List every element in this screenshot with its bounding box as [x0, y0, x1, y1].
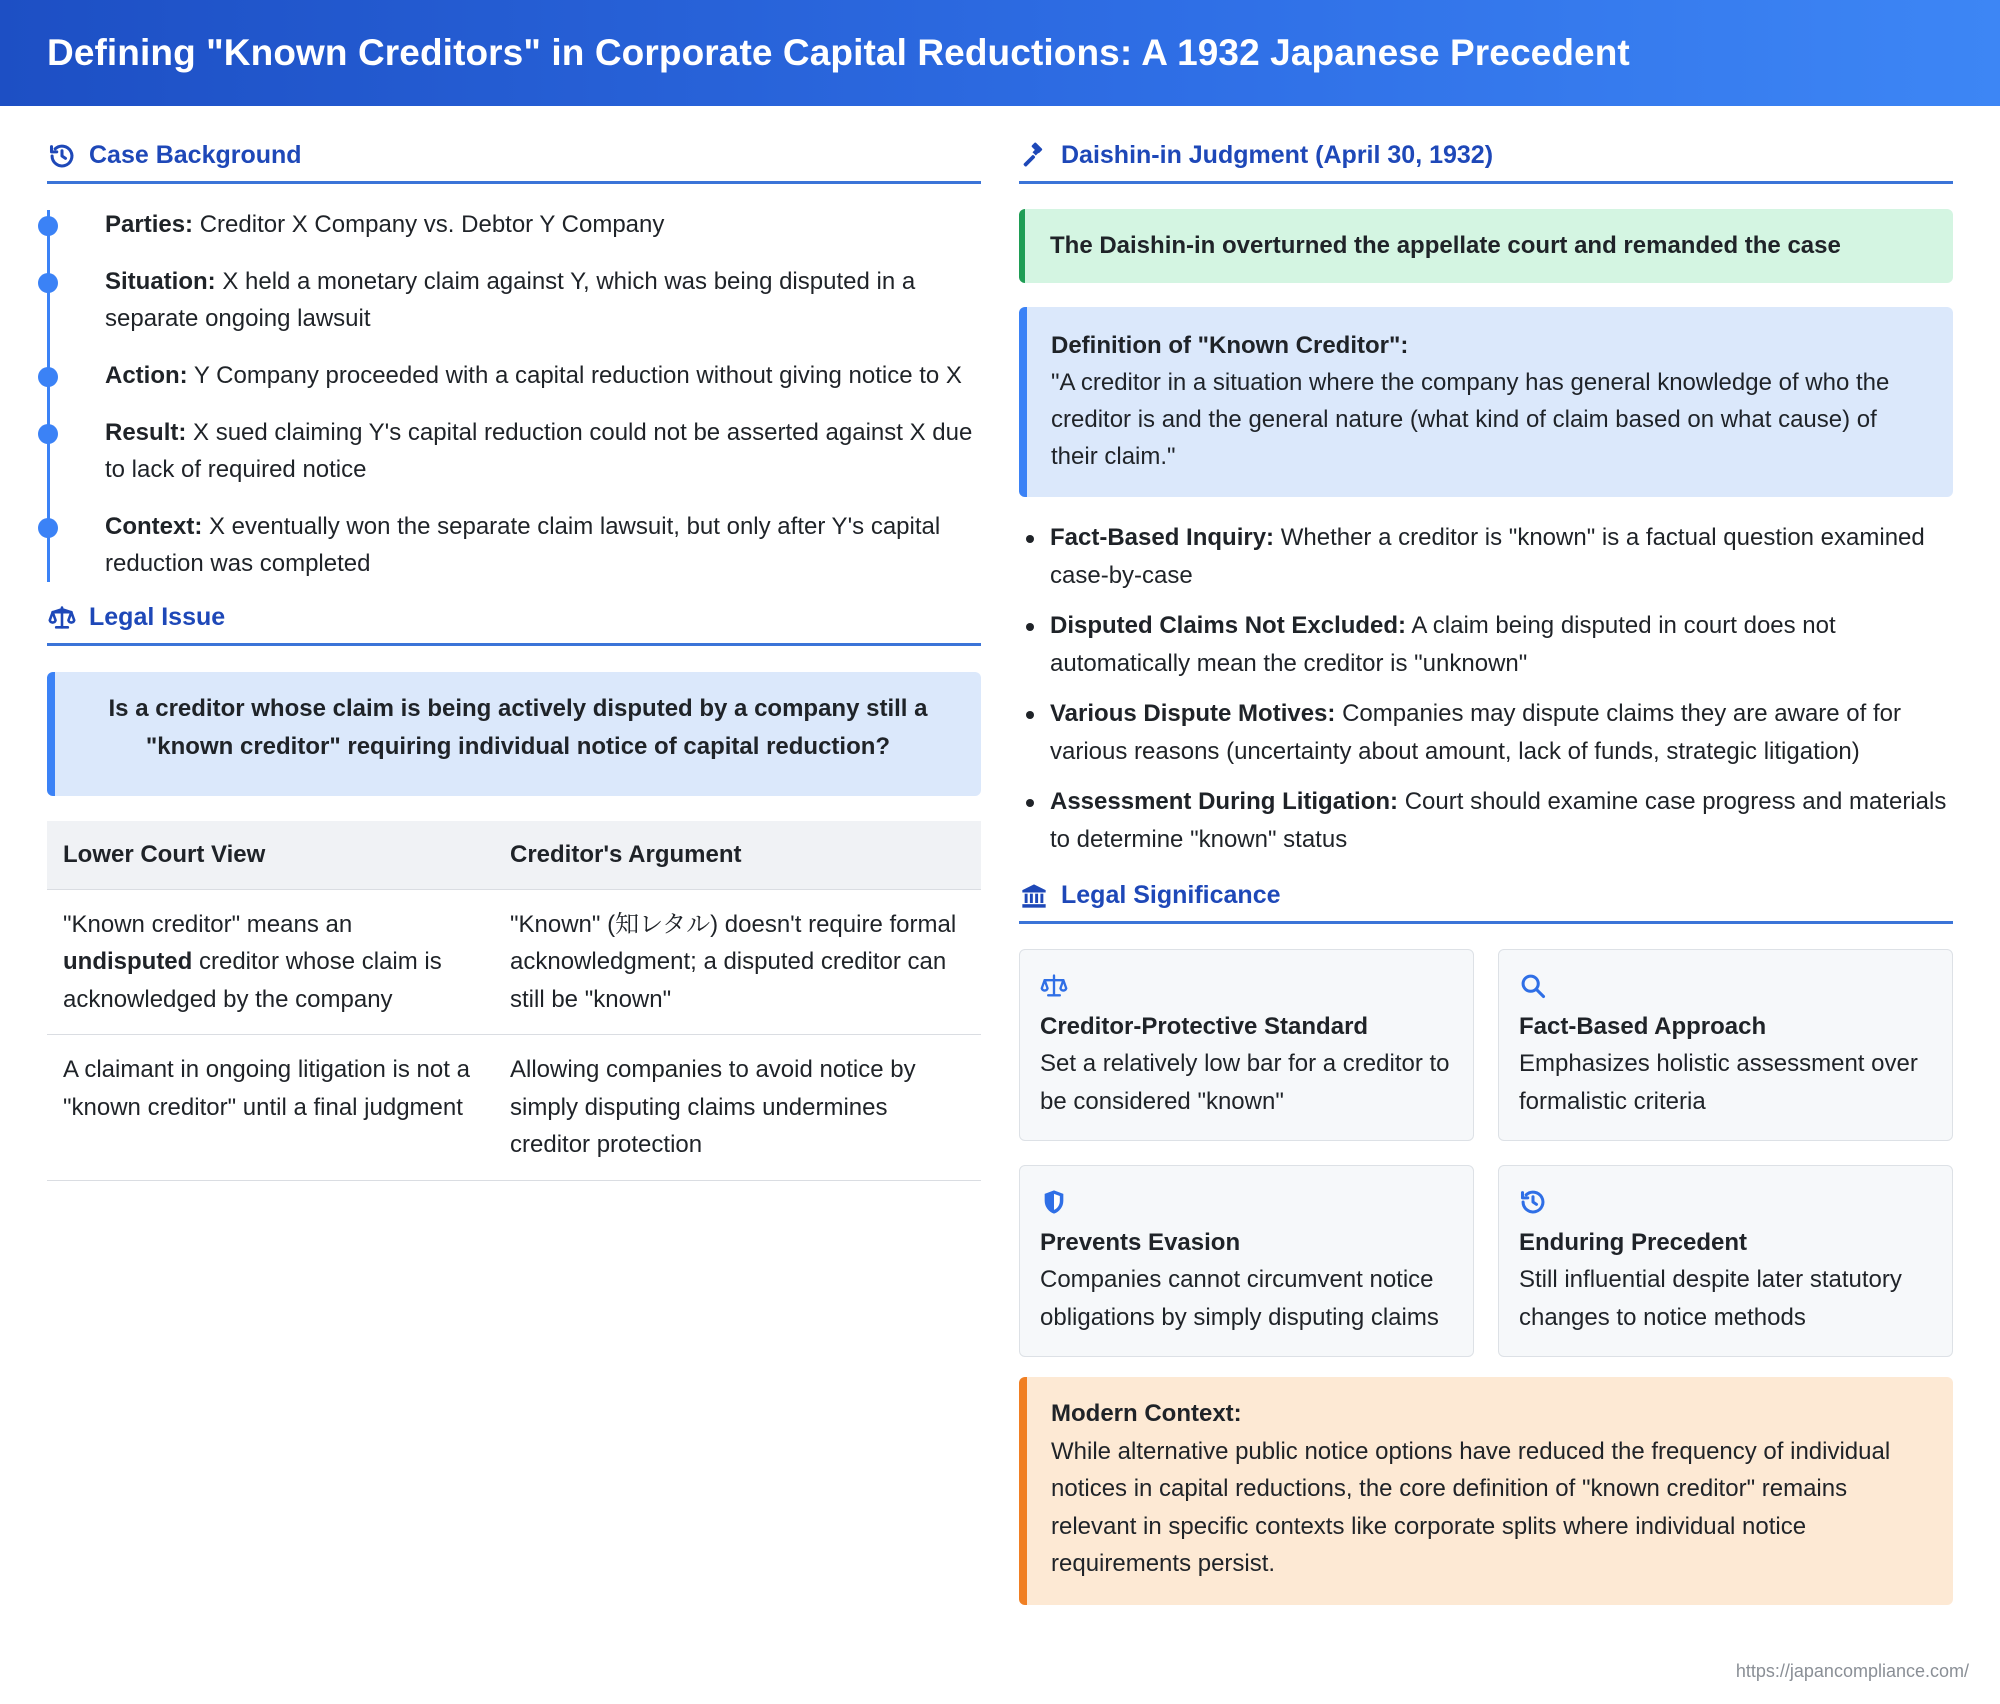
timeline-item-context: Context: X eventually won the separate claim lawsuit, but only after Y's capital reduction was completed [105, 508, 981, 582]
card-title: Fact-Based Approach [1519, 1013, 1767, 1040]
timeline-dot [38, 216, 58, 236]
timeline-dot [38, 518, 58, 538]
legal-issue-heading [47, 592, 981, 646]
gavel-icon [1019, 141, 1049, 171]
list-item: Various Dispute Motives: Companies may dispute claims they are aware of for various reasons (uncertainty about amount, lack of funds, strategic litigation) [1019, 695, 1953, 770]
background-timeline [47, 206, 981, 582]
case-background-title: Case Background [89, 141, 302, 169]
timeline-item-result: Result: X sued claiming Y's capital reduction could not be asserted against X due to lack of required notice [105, 414, 981, 488]
legal-significance-title: Legal Significance [1061, 881, 1281, 909]
timeline-dot [38, 424, 58, 444]
judgment-title: Daishin-in Judgment (April 30, 1932) [1061, 141, 1494, 169]
shield-icon [1040, 1186, 1072, 1218]
card-text: Set a relatively low bar for a creditor to be considered "known" [1040, 1050, 1450, 1115]
timeline-item-parties: Parties: Creditor X Company vs. Debtor Y Company [105, 206, 981, 243]
table-cell: "Known" (知レタル) doesn't require formal acknowledgment; a disputed creditor can still be "known" [494, 889, 981, 1035]
case-background-heading [47, 130, 981, 184]
column-header-lower-court: Lower Court View [47, 821, 494, 889]
card-title: Creditor-Protective Standard [1040, 1013, 1369, 1040]
modern-context-title: Modern Context: [1051, 1400, 1242, 1427]
scale-icon [47, 603, 77, 633]
page-header [0, 0, 2000, 106]
table-header-row [47, 821, 981, 889]
significance-card [1019, 1165, 1474, 1357]
search-icon [1519, 970, 1551, 1002]
judgment-heading [1019, 130, 1953, 184]
card-text: Still influential despite later statutory changes to notice methods [1519, 1266, 1902, 1331]
timeline-dot [38, 273, 58, 293]
history-icon [1519, 1186, 1551, 1218]
timeline-dot [38, 367, 58, 387]
legal-issue-question: Is a creditor whose claim is being actively disputed by a company still a "known creditor" requiring individual notice of capital reduction? [47, 672, 981, 796]
card-title: Enduring Precedent [1519, 1229, 1748, 1256]
definition-box [1019, 307, 1953, 497]
list-item: Disputed Claims Not Excluded: A claim being disputed in court does not automatically mean the creditor is "unknown" [1019, 607, 1953, 682]
timeline-item-action: Action: Y Company proceeded with a capital reduction without giving notice to X [105, 357, 981, 394]
right-column [1019, 130, 1953, 1605]
list-item: Assessment During Litigation: Court should examine case progress and materials to determine "known" status [1019, 783, 1953, 858]
list-item: Fact-Based Inquiry: Whether a creditor is "known" is a factual question examined case-by-case [1019, 519, 1953, 594]
card-text: Companies cannot circumvent notice obligations by simply disputing claims [1040, 1266, 1439, 1331]
judgment-points [1019, 519, 1953, 858]
definition-title: Definition of "Known Creditor": [1051, 332, 1409, 359]
timeline-item-situation: Situation: X held a monetary claim against Y, which was being disputed in a separate ongoing lawsuit [105, 263, 981, 337]
legal-issue-title: Legal Issue [89, 603, 226, 631]
history-icon [47, 141, 77, 171]
verdict-banner: The Daishin-in overturned the appellate court and remanded the case [1019, 209, 1953, 283]
scale-icon [1040, 970, 1072, 1002]
significance-cards [1019, 949, 1953, 1357]
card-text: Emphasizes holistic assessment over formalistic criteria [1519, 1050, 1918, 1115]
definition-text: "A creditor in a situation where the company has general knowledge of who the creditor is and the general nature (what kind of claim based on what cause) of their claim." [1051, 369, 1890, 470]
table-row [47, 889, 981, 1035]
bank-icon [1019, 881, 1049, 911]
table-row [47, 1035, 981, 1181]
table-cell: "Known creditor" means an undisputed creditor whose claim is acknowledged by the company [47, 889, 494, 1035]
page-title: Defining "Known Creditors" in Corporate Capital Reductions: A 1932 Japanese Precedent [47, 32, 1630, 73]
significance-card [1019, 949, 1474, 1141]
left-column [47, 130, 981, 1181]
card-title: Prevents Evasion [1040, 1229, 1241, 1256]
legal-significance-heading [1019, 870, 1953, 924]
source-url: https://japancompliance.com/ [1735, 1661, 1969, 1681]
significance-card [1498, 1165, 1953, 1357]
table-cell: A claimant in ongoing litigation is not a "known creditor" until a final judgment [47, 1035, 494, 1181]
column-header-creditor-argument: Creditor's Argument [494, 821, 981, 889]
modern-context-box [1019, 1377, 1953, 1605]
table-cell: Allowing companies to avoid notice by simply disputing claims undermines creditor protection [494, 1035, 981, 1181]
significance-card [1498, 949, 1953, 1141]
comparison-table [47, 821, 981, 1181]
modern-context-text: While alternative public notice options have reduced the frequency of individual notices in capital reductions, the core definition of "known creditor" remains relevant in specific contexts like corporate splits where individual notice requirements persist. [1051, 1437, 1891, 1577]
